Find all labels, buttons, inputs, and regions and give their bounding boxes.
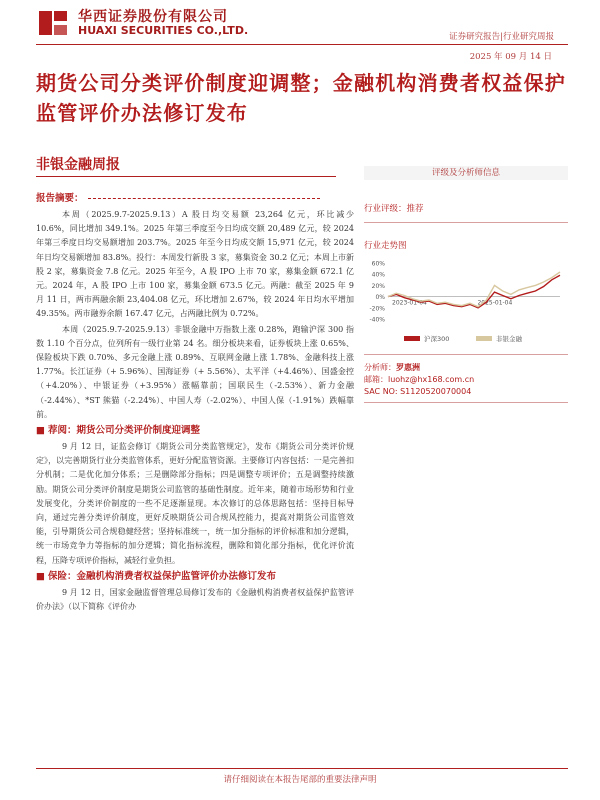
- y-tick-label: 60%: [371, 260, 385, 268]
- legend-label: 非银金融: [496, 335, 522, 343]
- report-date: 2025 年 09 月 14 日: [469, 52, 552, 62]
- legend-swatch: [404, 336, 420, 341]
- analyst-email[interactable]: 邮箱：luohz@hx168.com.cn: [364, 375, 475, 384]
- analyst-info: [364, 361, 568, 398]
- sidebar-title: 评级及分析师信息: [364, 166, 568, 180]
- report-type-tagline: 证券研究报告|行业研究周报: [449, 32, 554, 42]
- report-series-name: 非银金融周报: [36, 157, 120, 173]
- summary-label: 报告摘要：: [36, 190, 354, 204]
- analyst-sac-number: SAC NO: S1120520070004: [364, 387, 472, 396]
- report-title: 期货公司分类评价制度迎调整；金融机构消费者权益保护监管评价办法修订发布: [36, 71, 566, 125]
- section-heading-futures: ■ 荐阅：期货公司分类评价制度迎调整: [36, 425, 200, 437]
- y-tick-label: 20%: [371, 282, 385, 290]
- section-heading-insurance: ■ 保险：金融机构消费者权益保护监管评价办法修订发布: [36, 570, 276, 582]
- x-tick-label: 2023-01-04: [392, 299, 427, 307]
- legend-label: 沪深300: [424, 335, 450, 343]
- trend-chart-svg: [364, 257, 568, 355]
- futures-paragraph: 9 月 12 日，证监会修订《期货公司分类监管规定》，发布《期货公司分类评价规定》，以完善期货行业分类监管体系，更好分配监管资源。主要修订内容包括：一是完善扣分机制；二是优化加分体系；三是删除部分指标；四是调整专项评价；五是调整持续激励。期货公司分类评价制度是期货公司监管的基础性制度。近年来，随着市场形势和行业发展变化，分类评价制度的一些不足逐渐显现。本次修订的总体思路包括：坚持目标导向，通过完善分类评价制度，更好反映期货公司合规风控能力，提高对期货公司监管效能，引导期货公司合规稳健经营；坚持标准统一，统一加分指标的评价标准和加分逻辑，统一市场竞争力等指标的加分逻辑；简化指标流程，删除和简化部分指标，优化评价流程，压降专项评价指标，减轻行业负担。: [36, 442, 354, 565]
- analyst-line: 分析师：罗惠洲: [364, 362, 420, 372]
- header-divider: [36, 44, 568, 45]
- industry-rating: 行业评级：推荐: [364, 202, 568, 223]
- trend-chart-title: 行业走势图: [364, 241, 407, 251]
- company-logo-icon: [36, 6, 70, 40]
- y-tick-label: 40%: [371, 271, 385, 279]
- report-header: [36, 6, 576, 40]
- company-name-en: HUAXI SECURITIES CO.,LTD.: [78, 24, 249, 37]
- y-tick-label: 0%: [375, 294, 385, 302]
- sidebar: [364, 166, 568, 403]
- legal-notice-footer: 请仔细阅读在本报告尾部的重要法律声明: [223, 775, 377, 785]
- insurance-paragraph: 9 月 12 日，国家金融监督管理总局修订发布的《金融机构消费者权益保护监管评价办法》（以下简称《评价办: [36, 587, 354, 612]
- y-tick-label: -20%: [369, 305, 385, 313]
- company-name-cn: 华西证券股份有限公司: [78, 9, 228, 25]
- section-divider: [36, 176, 336, 177]
- summary-paragraph-sector: 本周（2025.9.7-2025.9.13）非银金融中万指数上涨 0.28%，跑输沪深 300 指数 1.10 个百分点，位列所有一级行业第 24 名。细分板块来看，证券板块上涨 0.65%、保险板块下跌 0.70%、多元金融上涨 0.89%、互联网金融上涨 1.78%、金融科技上涨 1.77%。长江证券（+ 5.96%）、国海证券（+ 5.56%）、太平洋（+4.46%）、国盛金控（+4.20%）、中银证券（+3.95%）涨幅靠前；国联民生（-2.53%）、新力金融（-2.44%）、*ST 熊猫（-2.24%）、中国人寿（-2.02%）、中国人保（-1.91%）跌幅靠前。: [36, 324, 354, 419]
- legend-swatch: [476, 336, 492, 341]
- analyst-divider: [364, 402, 568, 403]
- trend-chart: [364, 257, 568, 355]
- footer-divider: [36, 768, 568, 769]
- x-tick-label: 2025-01-04: [477, 299, 513, 307]
- y-tick-label: -40%: [369, 316, 385, 324]
- summary-paragraph-market: 本周（2025.9.7-2025.9.13）A 股日均交易额 23,264 亿元，环比减少 10.6%，同比增加 349.1%。2025 年第三季度至今日均成交额 20,489 亿元，较 2024 年第三季度日均交易额增加 203.7%。2025 年至今日均成交额 15,971 亿元，较 2024 年日均交易额增加 83.8%。投行：本周发行新股 3 家，募集资金 30.2 亿元；本周上市新股 2 家，募集资金 7.8 亿元。2025 年至今，A 股 IPO 上市 70 家，募集金额 672.1 亿元。2024 年，A 股 IPO 上市 100 家，募集金额 673.5 亿元。两融：截至 2025 年 9 月 11 日，两市两融余额 23,404.08 亿元，环比增加 2.67%，较 2024 年日均水平增加 49.35%。两市融券余额 167.47 亿元，占两融比例为 0.72%。: [36, 210, 354, 319]
- main-column: [36, 190, 354, 615]
- analyst-name: 罗惠洲: [396, 362, 420, 372]
